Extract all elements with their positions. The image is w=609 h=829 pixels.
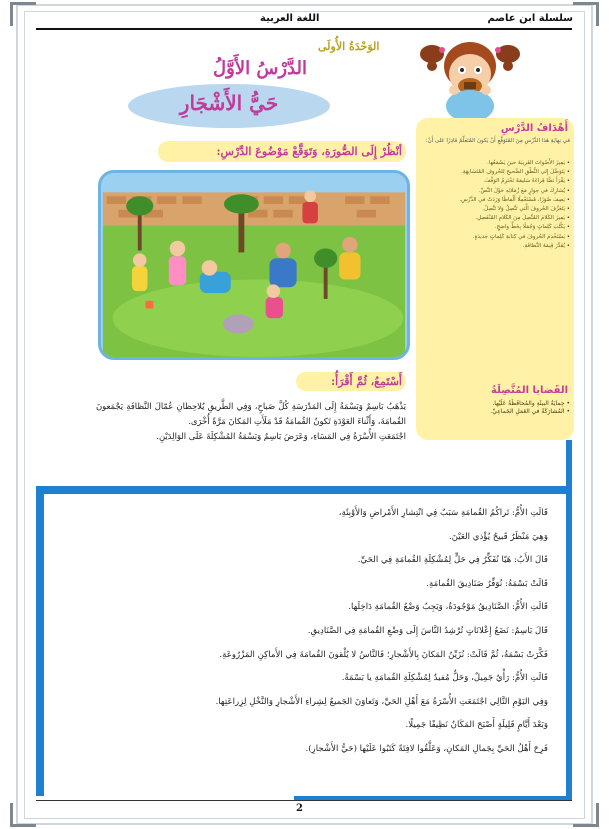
dialogue-line: قَالَ الأَبُ: هَيّا نُفَكِّرُ فِي حَلٍّ لِمُشْكِلَةِ القُمامَةِ فِي الحَيِّ. <box>357 555 548 566</box>
goal-item: • يُشارِكَ في حِوارٍ مَعَ زُمَلائِهِ حَوْلَ النَّصِّ. <box>426 188 570 195</box>
goal-item: • يَسْتَخْدِمَ الحُروفَ في كِتابَةِ كَلِماتٍ جَديدَةٍ. <box>426 234 570 241</box>
issues-list <box>430 400 570 416</box>
goal-item: • يُقَدِّرَ قِيمَةَ النَّظافَةِ. <box>426 243 570 250</box>
dialogue-line: وَهِيَ مَنْظَرٌ قَبيحٌ يُؤْذي العَيْنَ. <box>448 531 548 542</box>
goal-item: • يَتَوَصَّلَ إِلى النُّطْقِ الصَّحيحِ لِلحُروفِ المُتَشابِهَةِ. <box>426 169 570 176</box>
dialogue-line: وَبَعْدَ أَيَّامٍ قَلِيلَةٍ أَصْبَحَ المَكَانُ نَظِيفًا جَمِيلًا. <box>405 720 548 731</box>
goal-item: • يَمِيزَ الكَلامَ المُتَّصِلَ مِنَ الكَلامِ المُنْفَصِلِ. <box>426 215 570 222</box>
goal-item: • يَمِيزَ الأَصْواتَ القَريبَةَ حينَ يَسْمَعُها. <box>426 160 570 167</box>
dialogue-line: وَفِي اليَوْمِ التَّالِي اجْتَمَعَتِ الأُسْرَةُ مَعَ أَهْلِ الحَيِّ، وَتَعاوَنَ الجَميعُ لِشِراءِ الأَشْجارِ وَالنَّخْلِ لِزِراعَتِها. <box>215 696 548 707</box>
lesson-number: الدَّرْسُ الأَوَّلُ <box>213 58 307 79</box>
passage-paragraph: يَذْهَبُ بَاسِمٌ وَبَسْمَةُ إِلَى المَدْرَسَةِ كُلَّ صَباحٍ، وَفِي الطَّريقِ يُلاحِظانِ عُمّالَ النَّظافَةِ يَجْمَعونَ القُمامَةَ، وَأَثْناءَ العَوْدَةِ تَكونُ القُمامَةُ قَدْ مَلَأَتِ المَكانَ مَرَّةً أُخْرَى. <box>96 401 406 426</box>
goal-item: • يَكْتُبَ كَلِماتٍ وَجُمَلًا بِخَطٍّ واضِحٍ. <box>426 224 570 231</box>
section-band <box>36 486 44 796</box>
frame-corner <box>10 803 36 827</box>
footer-rule <box>36 800 572 801</box>
unit-label: الوَحْدَةُ الأُولَى <box>318 40 380 53</box>
issues-title: القَضايا المُتَّصِلَةُ <box>491 385 568 396</box>
header-rule <box>36 28 572 30</box>
passage-paragraph: اجْتَمَعَتِ الأُسْرَةُ فِي المَسَاءِ، وَعَرَضَ بَاسِمٌ وَبَسْمَةُ المُشْكِلَةَ عَلَى الوَالِدَيْنِ. <box>156 431 406 441</box>
goal-item: • يَصِفَ صُوَرًا، مُسْتَعْمِلًا أَلْفاظًا وَرَدَتْ في الدَّرْسِ. <box>426 197 570 204</box>
dialogue-line: قَالَ بَاسِمٌ: نَضَعُ إِعْلانَاتٍ تُرْشِدُ النَّاسَ إِلَى وَضْعِ القُمامَةِ فِي الصَّنَادِيقِ. <box>307 625 548 636</box>
dialogue-line: قَالَتْ بَسْمَةُ: نُوَفِّرُ صَنَادِيقَ القُمامَةِ. <box>426 578 548 589</box>
dialogue-line: فَرِحَ أَهْلُ الحَيِّ بِجَمالِ المَكانِ، وَعَلَّقُوا لافِتَةً كَتَبُوا عَلَيْها (حَيُّ الأَشْجارِ). <box>305 743 548 754</box>
neighborhood-picture <box>98 170 410 360</box>
frame-corner <box>10 2 36 26</box>
section-band <box>566 440 572 796</box>
reading-passage <box>96 399 406 444</box>
observe-instruction: أنْظُرْ إِلَى الصُّورَةِ، وَتَوَقَّعْ مَوْضُوعَ الدَّرْسِ: <box>216 145 402 158</box>
subject-name: اللغة العربية <box>260 13 320 24</box>
goal-item: • يَقْرَأَ نَصًّا قِراءَةً سَليمَةً تَحْتَرِمُ الوَقْفَ. <box>426 178 570 185</box>
dialogue-line: قَالَتِ الأُمُّ: رَأْيٌ جَمِيلٌ، وَحَلٌّ مُفيدٌ لِمُشْكِلَةِ القُمامَةِ يا بَسْمَةُ. <box>341 673 548 684</box>
goals-intro: في نِهايَةِ هَذا الدَّرْسِ مِنَ المُتَوَقَّعِ أَنْ يَكونَ المُتَعَلِّمُ قادِرًا عَلى أَنْ: <box>425 138 570 144</box>
frame-corner <box>573 2 599 26</box>
dialogue-line: قَالَتِ الأُمُّ: تَراكُمُ القُمامَةِ سَبَبٌ فِي انْتِشارِ الأَمْراضِ وَالأَوْبِئَةِ، <box>338 508 548 518</box>
goals-list <box>426 160 570 252</box>
goals-title: أَهْدَافُ الدَّرْسِ <box>500 123 568 134</box>
issue-item: • حِمايَةُ البيئَةِ والمُحافَظَةُ عَلَيْها. <box>430 400 570 408</box>
dialogue-line: فَكَّرَتْ بَسْمَةُ، ثُمَّ قَالَتْ: نُزَيِّنُ المَكانَ بِالأَشْجارِ؛ فَالنَّاسُ لا يُلْقونَ القُمامَةَ فِي الأَماكِنِ المَزْرُوعَةِ. <box>219 649 548 660</box>
section-band <box>36 486 572 494</box>
lesson-title: حَيُّ الأَشْجَارِ <box>179 91 279 115</box>
dialogue-section <box>54 502 548 762</box>
series-name: سلسلة ابن عاصم <box>487 13 573 24</box>
girl-illustration <box>418 32 524 120</box>
dialogue-line: قَالَتِ الأُمُّ: الصَّنَادِيقُ مَوْجُودَةٌ، وَيَجِبُ وَضْعُ القُمامَةِ دَاخِلَها. <box>348 602 548 613</box>
listen-read-instruction: أَسْتَمِعُ، ثُمَّ أَقْرَأُ: <box>331 375 402 388</box>
goal-item: • يَتَعَرَّفَ الحُروفَ الَّتي تَتَّصِلُ وَلا تَتَّصِلُ. <box>426 206 570 213</box>
page-number: 2 <box>296 803 303 814</box>
frame-corner <box>573 803 599 827</box>
issue-item: • المُشارَكَةُ في العَمَلِ الجَماعِيِّ. <box>430 408 570 416</box>
